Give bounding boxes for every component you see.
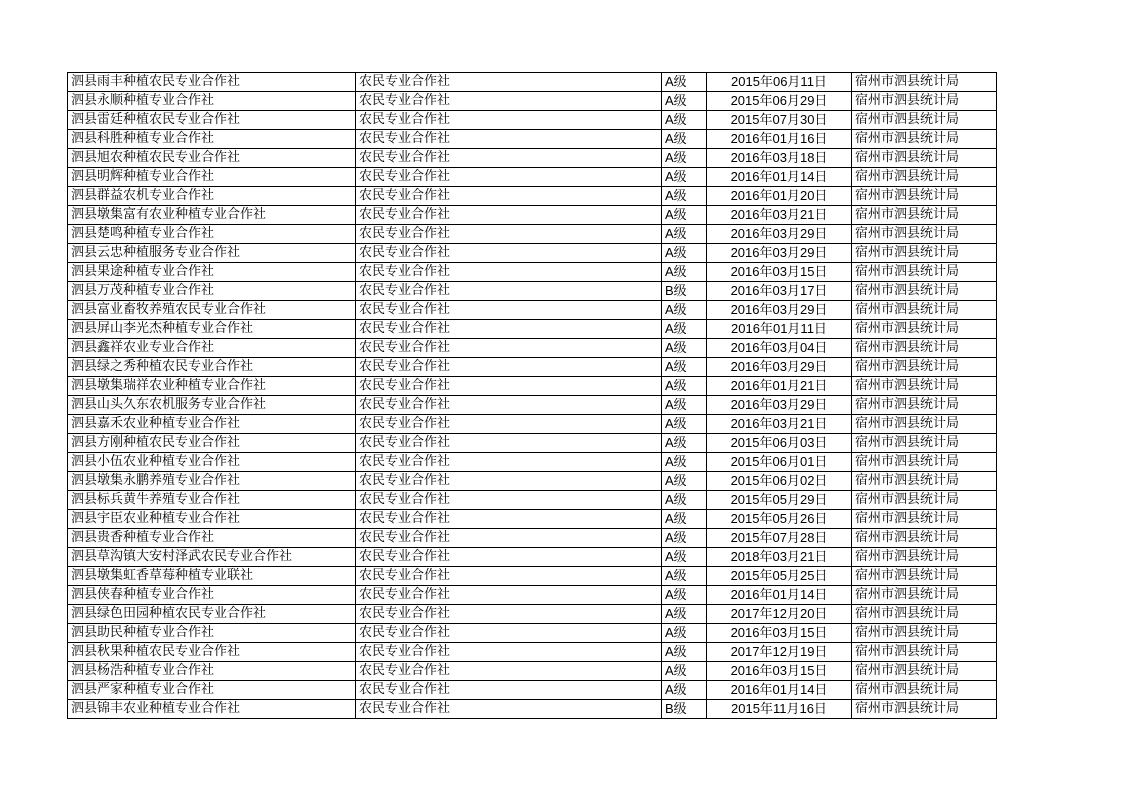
cooperative-name-cell: 泗县杨浩种植专业合作社 — [68, 662, 356, 681]
cooperative-name-cell: 泗县墩集富有农业种植专业合作社 — [68, 206, 356, 225]
cooperative-type-cell: 农民专业合作社 — [356, 434, 662, 453]
rating-date-cell: 2016年03月29日 — [707, 225, 852, 244]
rating-date-cell: 2016年01月14日 — [707, 586, 852, 605]
rating-date-cell: 2016年03月29日 — [707, 244, 852, 263]
cooperative-type-cell: 农民专业合作社 — [356, 700, 662, 719]
cooperative-name-cell: 泗县雷廷种植农民专业合作社 — [68, 111, 356, 130]
rating-date-cell: 2016年01月21日 — [707, 377, 852, 396]
rating-grade-cell: A级 — [662, 415, 707, 434]
issuing-unit-cell: 宿州市泗县统计局 — [852, 187, 997, 206]
issuing-unit-cell: 宿州市泗县统计局 — [852, 282, 997, 301]
issuing-unit-cell: 宿州市泗县统计局 — [852, 415, 997, 434]
table-row — [68, 548, 997, 567]
cooperative-name-cell: 泗县严家种植专业合作社 — [68, 681, 356, 700]
rating-grade-cell: A级 — [662, 643, 707, 662]
table-row — [68, 586, 997, 605]
cooperative-name-cell: 泗县宇臣农业种植专业合作社 — [68, 510, 356, 529]
issuing-unit-cell: 宿州市泗县统计局 — [852, 244, 997, 263]
issuing-unit-cell: 宿州市泗县统计局 — [852, 92, 997, 111]
rating-grade-cell: A级 — [662, 662, 707, 681]
rating-grade-cell: A级 — [662, 681, 707, 700]
cooperative-name-cell: 泗县永顺种植专业合作社 — [68, 92, 356, 111]
rating-date-cell: 2016年03月21日 — [707, 206, 852, 225]
cooperative-type-cell: 农民专业合作社 — [356, 548, 662, 567]
rating-date-cell: 2016年03月18日 — [707, 149, 852, 168]
rating-grade-cell: A级 — [662, 434, 707, 453]
rating-date-cell: 2016年03月15日 — [707, 624, 852, 643]
table-row — [68, 206, 997, 225]
table-row — [68, 510, 997, 529]
table-row — [68, 700, 997, 719]
cooperative-name-cell: 泗县鑫祥农业专业合作社 — [68, 339, 356, 358]
issuing-unit-cell: 宿州市泗县统计局 — [852, 472, 997, 491]
table-row — [68, 681, 997, 700]
cooperative-name-cell: 泗县墩集永鹏养殖专业合作社 — [68, 472, 356, 491]
cooperative-type-cell: 农民专业合作社 — [356, 130, 662, 149]
cooperative-type-cell: 农民专业合作社 — [356, 244, 662, 263]
issuing-unit-cell: 宿州市泗县统计局 — [852, 529, 997, 548]
rating-grade-cell: A级 — [662, 206, 707, 225]
rating-grade-cell: A级 — [662, 263, 707, 282]
cooperative-name-cell: 泗县云忠种植服务专业合作社 — [68, 244, 356, 263]
cooperative-type-cell: 农民专业合作社 — [356, 320, 662, 339]
issuing-unit-cell: 宿州市泗县统计局 — [852, 510, 997, 529]
table-body — [68, 73, 997, 719]
cooperative-name-cell: 泗县贵香种植专业合作社 — [68, 529, 356, 548]
rating-date-cell: 2015年07月28日 — [707, 529, 852, 548]
rating-grade-cell: A级 — [662, 358, 707, 377]
cooperative-name-cell: 泗县方刚种植农民专业合作社 — [68, 434, 356, 453]
rating-grade-cell: A级 — [662, 624, 707, 643]
issuing-unit-cell: 宿州市泗县统计局 — [852, 263, 997, 282]
cooperative-name-cell: 泗县雨丰种植农民专业合作社 — [68, 73, 356, 92]
rating-date-cell: 2016年03月29日 — [707, 301, 852, 320]
rating-grade-cell: A级 — [662, 605, 707, 624]
cooperative-type-cell: 农民专业合作社 — [356, 491, 662, 510]
rating-date-cell: 2016年01月14日 — [707, 681, 852, 700]
cooperative-name-cell: 泗县旭农种植农民专业合作社 — [68, 149, 356, 168]
rating-date-cell: 2016年01月20日 — [707, 187, 852, 206]
rating-grade-cell: A级 — [662, 567, 707, 586]
cooperative-name-cell: 泗县侠春种植专业合作社 — [68, 586, 356, 605]
issuing-unit-cell: 宿州市泗县统计局 — [852, 681, 997, 700]
issuing-unit-cell: 宿州市泗县统计局 — [852, 73, 997, 92]
rating-date-cell: 2015年05月25日 — [707, 567, 852, 586]
rating-date-cell: 2016年03月04日 — [707, 339, 852, 358]
issuing-unit-cell: 宿州市泗县统计局 — [852, 586, 997, 605]
table-row — [68, 605, 997, 624]
rating-grade-cell: A级 — [662, 586, 707, 605]
rating-grade-cell: A级 — [662, 339, 707, 358]
table-row — [68, 472, 997, 491]
rating-date-cell: 2016年01月11日 — [707, 320, 852, 339]
cooperative-type-cell: 农民专业合作社 — [356, 377, 662, 396]
rating-date-cell: 2018年03月21日 — [707, 548, 852, 567]
cooperative-type-cell: 农民专业合作社 — [356, 358, 662, 377]
cooperative-type-cell: 农民专业合作社 — [356, 187, 662, 206]
cooperative-type-cell: 农民专业合作社 — [356, 301, 662, 320]
table-row — [68, 73, 997, 92]
rating-grade-cell: A级 — [662, 529, 707, 548]
issuing-unit-cell: 宿州市泗县统计局 — [852, 453, 997, 472]
table-row — [68, 263, 997, 282]
table-row — [68, 301, 997, 320]
cooperative-type-cell: 农民专业合作社 — [356, 149, 662, 168]
issuing-unit-cell: 宿州市泗县统计局 — [852, 434, 997, 453]
cooperative-type-cell: 农民专业合作社 — [356, 396, 662, 415]
table-row — [68, 92, 997, 111]
issuing-unit-cell: 宿州市泗县统计局 — [852, 548, 997, 567]
cooperative-name-cell: 泗县草沟镇大安村泽武农民专业合作社 — [68, 548, 356, 567]
table-row — [68, 320, 997, 339]
rating-grade-cell: B级 — [662, 700, 707, 719]
rating-date-cell: 2016年03月17日 — [707, 282, 852, 301]
table-row — [68, 624, 997, 643]
table-row — [68, 168, 997, 187]
table-row — [68, 453, 997, 472]
rating-grade-cell: A级 — [662, 225, 707, 244]
issuing-unit-cell: 宿州市泗县统计局 — [852, 225, 997, 244]
issuing-unit-cell: 宿州市泗县统计局 — [852, 339, 997, 358]
cooperative-name-cell: 泗县助民种植专业合作社 — [68, 624, 356, 643]
cooperative-type-cell: 农民专业合作社 — [356, 567, 662, 586]
rating-grade-cell: B级 — [662, 282, 707, 301]
rating-grade-cell: A级 — [662, 149, 707, 168]
cooperative-type-cell: 农民专业合作社 — [356, 263, 662, 282]
cooperative-type-cell: 农民专业合作社 — [356, 624, 662, 643]
table-row — [68, 339, 997, 358]
rating-date-cell: 2016年03月21日 — [707, 415, 852, 434]
table-row — [68, 130, 997, 149]
table-row — [68, 434, 997, 453]
table-row — [68, 377, 997, 396]
issuing-unit-cell: 宿州市泗县统计局 — [852, 168, 997, 187]
rating-grade-cell: A级 — [662, 510, 707, 529]
cooperative-name-cell: 泗县果途种植专业合作社 — [68, 263, 356, 282]
cooperative-name-cell: 泗县屏山李光杰种植专业合作社 — [68, 320, 356, 339]
rating-grade-cell: A级 — [662, 453, 707, 472]
cooperative-name-cell: 泗县楚鸣种植专业合作社 — [68, 225, 356, 244]
cooperative-name-cell: 泗县富业畜牧养殖农民专业合作社 — [68, 301, 356, 320]
cooperative-name-cell: 泗县山头久东农机服务专业合作社 — [68, 396, 356, 415]
issuing-unit-cell: 宿州市泗县统计局 — [852, 624, 997, 643]
cooperative-type-cell: 农民专业合作社 — [356, 453, 662, 472]
cooperative-name-cell: 泗县群益农机专业合作社 — [68, 187, 356, 206]
cooperative-name-cell: 泗县小伍农业种植专业合作社 — [68, 453, 356, 472]
rating-grade-cell: A级 — [662, 187, 707, 206]
cooperative-type-cell: 农民专业合作社 — [356, 73, 662, 92]
rating-date-cell: 2015年05月26日 — [707, 510, 852, 529]
rating-grade-cell: A级 — [662, 377, 707, 396]
issuing-unit-cell: 宿州市泗县统计局 — [852, 700, 997, 719]
cooperative-type-cell: 农民专业合作社 — [356, 681, 662, 700]
cooperative-type-cell: 农民专业合作社 — [356, 586, 662, 605]
rating-date-cell: 2015年07月30日 — [707, 111, 852, 130]
cooperative-name-cell: 泗县万茂种植专业合作社 — [68, 282, 356, 301]
rating-grade-cell: A级 — [662, 320, 707, 339]
rating-grade-cell: A级 — [662, 301, 707, 320]
issuing-unit-cell: 宿州市泗县统计局 — [852, 396, 997, 415]
cooperative-type-cell: 农民专业合作社 — [356, 415, 662, 434]
rating-grade-cell: A级 — [662, 491, 707, 510]
rating-date-cell: 2016年03月15日 — [707, 662, 852, 681]
rating-grade-cell: A级 — [662, 396, 707, 415]
cooperative-type-cell: 农民专业合作社 — [356, 662, 662, 681]
table-row — [68, 358, 997, 377]
rating-date-cell: 2016年01月14日 — [707, 168, 852, 187]
rating-grade-cell: A级 — [662, 130, 707, 149]
rating-date-cell: 2015年11月16日 — [707, 700, 852, 719]
rating-date-cell: 2017年12月19日 — [707, 643, 852, 662]
issuing-unit-cell: 宿州市泗县统计局 — [852, 206, 997, 225]
cooperative-type-cell: 农民专业合作社 — [356, 111, 662, 130]
issuing-unit-cell: 宿州市泗县统计局 — [852, 643, 997, 662]
cooperative-type-cell: 农民专业合作社 — [356, 605, 662, 624]
cooperative-name-cell: 泗县锦丰农业种植专业合作社 — [68, 700, 356, 719]
issuing-unit-cell: 宿州市泗县统计局 — [852, 377, 997, 396]
issuing-unit-cell: 宿州市泗县统计局 — [852, 130, 997, 149]
table-row — [68, 225, 997, 244]
issuing-unit-cell: 宿州市泗县统计局 — [852, 358, 997, 377]
rating-date-cell: 2016年03月15日 — [707, 263, 852, 282]
rating-date-cell: 2015年06月02日 — [707, 472, 852, 491]
cooperative-type-cell: 农民专业合作社 — [356, 472, 662, 491]
rating-date-cell: 2016年03月29日 — [707, 358, 852, 377]
rating-date-cell: 2015年06月29日 — [707, 92, 852, 111]
table-row — [68, 529, 997, 548]
table-row — [68, 662, 997, 681]
rating-date-cell: 2015年05月29日 — [707, 491, 852, 510]
cooperative-name-cell: 泗县墩集瑞祥农业种植专业合作社 — [68, 377, 356, 396]
issuing-unit-cell: 宿州市泗县统计局 — [852, 149, 997, 168]
rating-grade-cell: A级 — [662, 111, 707, 130]
table-row — [68, 643, 997, 662]
rating-date-cell: 2016年03月29日 — [707, 396, 852, 415]
rating-date-cell: 2017年12月20日 — [707, 605, 852, 624]
table-row — [68, 396, 997, 415]
cooperative-name-cell: 泗县标兵黄牛养殖专业合作社 — [68, 491, 356, 510]
cooperative-name-cell: 泗县绿色田园种植农民专业合作社 — [68, 605, 356, 624]
rating-grade-cell: A级 — [662, 244, 707, 263]
issuing-unit-cell: 宿州市泗县统计局 — [852, 320, 997, 339]
cooperative-type-cell: 农民专业合作社 — [356, 92, 662, 111]
table-row — [68, 282, 997, 301]
issuing-unit-cell: 宿州市泗县统计局 — [852, 662, 997, 681]
cooperative-name-cell: 泗县科胜种植专业合作社 — [68, 130, 356, 149]
cooperative-type-cell: 农民专业合作社 — [356, 510, 662, 529]
table-row — [68, 415, 997, 434]
cooperative-type-cell: 农民专业合作社 — [356, 529, 662, 548]
issuing-unit-cell: 宿州市泗县统计局 — [852, 491, 997, 510]
table-row — [68, 149, 997, 168]
rating-grade-cell: A级 — [662, 472, 707, 491]
cooperative-type-cell: 农民专业合作社 — [356, 206, 662, 225]
rating-grade-cell: A级 — [662, 92, 707, 111]
cooperative-type-cell: 农民专业合作社 — [356, 339, 662, 358]
rating-date-cell: 2015年06月11日 — [707, 73, 852, 92]
cooperative-type-cell: 农民专业合作社 — [356, 643, 662, 662]
rating-grade-cell: A级 — [662, 548, 707, 567]
issuing-unit-cell: 宿州市泗县统计局 — [852, 567, 997, 586]
table-row — [68, 567, 997, 586]
table-row — [68, 491, 997, 510]
table-row — [68, 244, 997, 263]
issuing-unit-cell: 宿州市泗县统计局 — [852, 111, 997, 130]
cooperative-name-cell: 泗县绿之秀种植农民专业合作社 — [68, 358, 356, 377]
rating-date-cell: 2016年01月16日 — [707, 130, 852, 149]
rating-grade-cell: A级 — [662, 73, 707, 92]
cooperative-type-cell: 农民专业合作社 — [356, 282, 662, 301]
cooperative-name-cell: 泗县嘉禾农业种植专业合作社 — [68, 415, 356, 434]
rating-grade-cell: A级 — [662, 168, 707, 187]
cooperative-name-cell: 泗县墩集虹香草莓种植专业联社 — [68, 567, 356, 586]
table-row — [68, 111, 997, 130]
cooperative-rating-table — [67, 72, 997, 719]
issuing-unit-cell: 宿州市泗县统计局 — [852, 605, 997, 624]
cooperative-name-cell: 泗县明辉种植专业合作社 — [68, 168, 356, 187]
issuing-unit-cell: 宿州市泗县统计局 — [852, 301, 997, 320]
cooperative-type-cell: 农民专业合作社 — [356, 168, 662, 187]
rating-date-cell: 2015年06月01日 — [707, 453, 852, 472]
rating-date-cell: 2015年06月03日 — [707, 434, 852, 453]
cooperative-type-cell: 农民专业合作社 — [356, 225, 662, 244]
table-row — [68, 187, 997, 206]
cooperative-name-cell: 泗县秋果种植农民专业合作社 — [68, 643, 356, 662]
